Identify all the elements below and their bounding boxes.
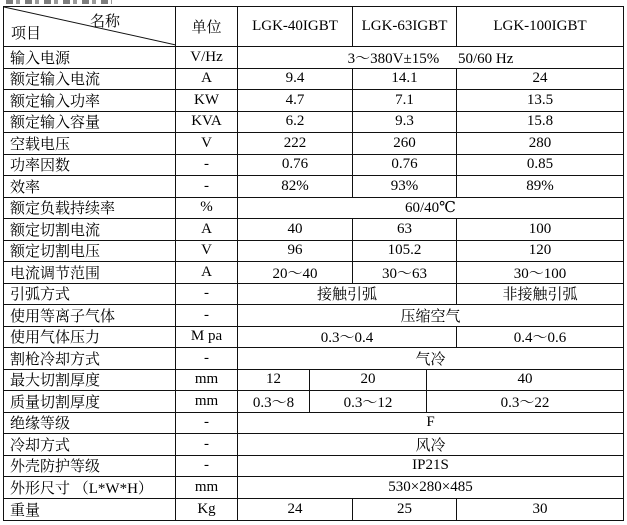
- row-unit: -: [176, 456, 238, 477]
- row-label: 额定输入容量: [4, 112, 176, 133]
- row-label: 割枪冷却方式: [4, 348, 176, 369]
- row-label: 最大切割厚度: [4, 370, 176, 391]
- value-cell: 0.76: [238, 155, 353, 176]
- row-unit: KVA: [176, 112, 238, 133]
- row-unit: -: [176, 434, 238, 455]
- table-row: [4, 456, 623, 478]
- row-label: 使用气体压力: [4, 327, 176, 348]
- table-row: [4, 327, 623, 349]
- table-row: [4, 370, 623, 392]
- table-row: [4, 241, 623, 263]
- row-label: 输入电源: [4, 47, 176, 68]
- value-cell: 9.3: [353, 112, 457, 133]
- row-label: 额定输入电流: [4, 69, 176, 90]
- value-cell: 0.3～0.4: [238, 327, 457, 348]
- value-cell: 260: [353, 133, 457, 154]
- table-row: [4, 133, 623, 155]
- row-label: 重量: [4, 499, 176, 521]
- value-cell: 压缩空气: [400, 308, 461, 325]
- row-label: 冷却方式: [4, 434, 176, 455]
- value-cell: 20: [310, 370, 427, 391]
- model-header-lgk-63igbt: LGK-63IGBT: [353, 7, 457, 46]
- row-unit: KW: [176, 90, 238, 111]
- row-unit: mm: [176, 477, 238, 498]
- value-cell: 9.4: [238, 69, 353, 90]
- value-cell: 30～63: [353, 262, 457, 283]
- table-row: [4, 477, 623, 499]
- table-row: [4, 69, 623, 91]
- value-cell: 40: [238, 219, 353, 240]
- value-cell: 7.1: [353, 90, 457, 111]
- row-unit: %: [176, 198, 238, 219]
- row-label: 电流调节范围: [4, 262, 176, 283]
- table-row: [4, 219, 623, 241]
- header-row: [4, 7, 623, 47]
- value-cell: 0.76: [353, 155, 457, 176]
- row-unit: V/Hz: [176, 47, 238, 68]
- value-cell: 222: [238, 133, 353, 154]
- value-cell: 100: [528, 220, 552, 237]
- value-cell: 0.3～22: [500, 394, 550, 411]
- value-cell: 530×280×485: [388, 478, 473, 495]
- value-cell: 12: [238, 370, 310, 391]
- row-unit: V: [176, 133, 238, 154]
- table-row: [4, 284, 623, 306]
- row-unit: V: [176, 241, 238, 262]
- row-label: 绝缘等级: [4, 413, 176, 434]
- row-label: 额定切割电流: [4, 219, 176, 240]
- table-row: [4, 391, 623, 413]
- corner-top-label: 名称: [90, 14, 121, 30]
- row-unit: M pa: [176, 327, 238, 348]
- value-cell: 24: [238, 499, 353, 521]
- value-cell: 40: [517, 371, 533, 388]
- value-cell: 0.3～8: [238, 391, 310, 412]
- value-cell: 105.2: [353, 241, 457, 262]
- value-cell: 82%: [238, 176, 353, 197]
- row-unit: -: [176, 413, 238, 434]
- value-cell: 60/40℃: [405, 200, 456, 217]
- value-cell: 0.3～12: [310, 391, 427, 412]
- table-body: [4, 47, 623, 520]
- row-label: 质量切割厚度: [4, 391, 176, 412]
- table-row: [4, 348, 623, 370]
- table-row: [4, 413, 623, 435]
- table-row: [4, 198, 623, 220]
- value-cell: 96: [238, 241, 353, 262]
- value-cell: 14.1: [353, 69, 457, 90]
- table-row: [4, 112, 623, 134]
- value-cell: 280: [528, 134, 552, 151]
- row-unit: mm: [176, 391, 238, 412]
- value-cell: 89%: [526, 177, 554, 194]
- value-cell: 25: [353, 499, 457, 521]
- value-cell: 6.2: [238, 112, 353, 133]
- row-unit: -: [176, 284, 238, 305]
- value-cell: 30: [532, 500, 548, 517]
- row-label: 额定输入功率: [4, 90, 176, 111]
- value-cell: 0.4～0.6: [513, 330, 567, 347]
- value-cell: 20～40: [238, 262, 353, 283]
- value-cell: 24: [532, 70, 548, 87]
- table-row: [4, 47, 623, 69]
- value-cell: 30～100: [513, 265, 567, 282]
- row-unit: -: [176, 176, 238, 197]
- table-row: [4, 262, 623, 284]
- row-label: 额定负载持续率: [4, 198, 176, 219]
- value-cell: 63: [353, 219, 457, 240]
- model-header-lgk-40igbt: LGK-40IGBT: [238, 7, 353, 46]
- row-label: 功率因数: [4, 155, 176, 176]
- corner-bottom-label: 项目: [11, 26, 42, 42]
- unit-column-header: 单位: [176, 7, 238, 46]
- value-cell: 15.8: [526, 113, 554, 130]
- value-cell: F: [426, 414, 435, 431]
- value-cell: IP21S: [412, 457, 449, 474]
- value-cell: 接触引弧: [238, 284, 457, 305]
- value-cell: 风冷: [415, 437, 446, 454]
- row-label: 空载电压: [4, 133, 176, 154]
- value-cell: 气冷: [415, 351, 446, 368]
- value-cell: 3～380V±15% 50/60 Hz: [347, 50, 514, 67]
- table-row: [4, 176, 623, 198]
- value-cell: 93%: [353, 176, 457, 197]
- table-row: [4, 499, 623, 521]
- row-unit: A: [176, 69, 238, 90]
- corner-header-cell: [4, 7, 176, 46]
- row-unit: Kg: [176, 499, 238, 521]
- row-unit: A: [176, 219, 238, 240]
- value-cell: 4.7: [238, 90, 353, 111]
- row-unit: -: [176, 305, 238, 326]
- value-cell: 0.85: [526, 156, 554, 173]
- clipped-text-artifact: [6, 0, 112, 4]
- row-label: 外壳防护等级: [4, 456, 176, 477]
- value-cell: 120: [528, 242, 552, 259]
- spec-table: [3, 6, 624, 521]
- row-label: 额定切割电压: [4, 241, 176, 262]
- row-unit: mm: [176, 370, 238, 391]
- table-row: [4, 305, 623, 327]
- row-unit: -: [176, 155, 238, 176]
- value-cell: 13.5: [526, 91, 554, 108]
- row-unit: A: [176, 262, 238, 283]
- row-label: 外形尺寸 （L*W*H）: [4, 477, 176, 498]
- value-cell: 非接触引弧: [502, 287, 578, 304]
- table-row: [4, 434, 623, 456]
- row-label: 使用等离子气体: [4, 305, 176, 326]
- row-label: 引弧方式: [4, 284, 176, 305]
- row-label: 效率: [4, 176, 176, 197]
- row-unit: -: [176, 348, 238, 369]
- table-row: [4, 155, 623, 177]
- model-header-lgk-100igbt: LGK-100IGBT: [493, 18, 587, 34]
- table-row: [4, 90, 623, 112]
